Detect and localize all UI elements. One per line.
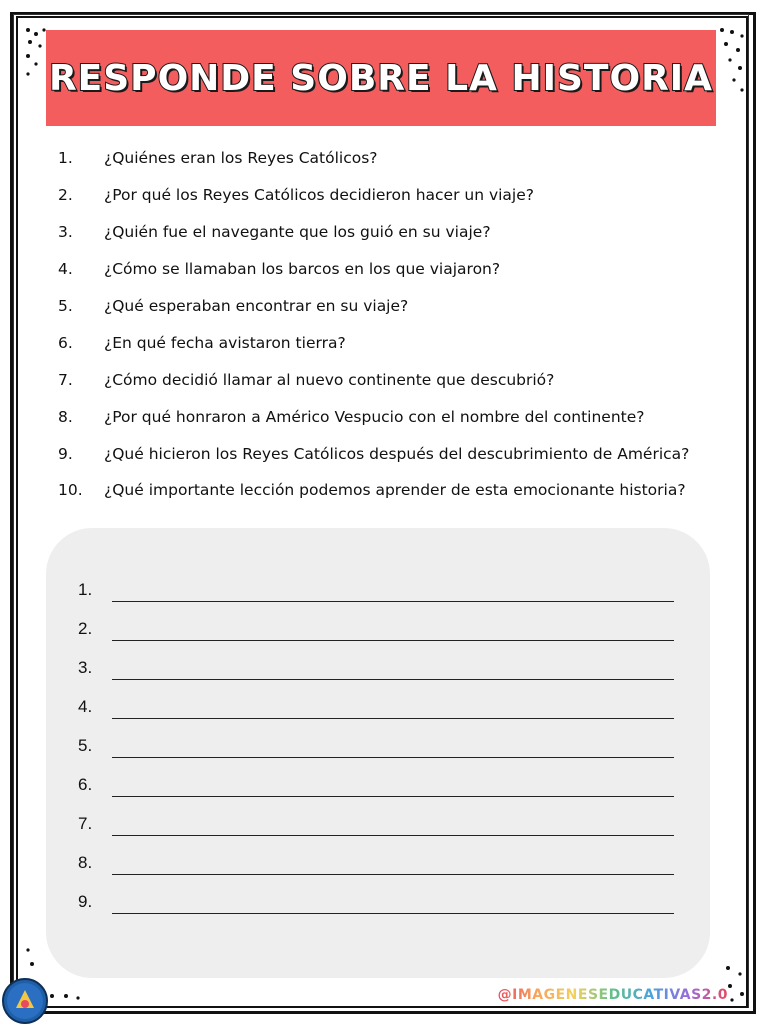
question-item xyxy=(58,361,718,398)
question-text: ¿Qué importante lección podemos aprender de esta emocionante historia? xyxy=(104,481,686,500)
question-text: ¿Qué esperaban encontrar en su viaje? xyxy=(104,297,409,315)
question-text: ¿Por qué honraron a Américo Vespucio con el nombre del continente? xyxy=(104,407,645,426)
brand-logo-icon xyxy=(2,978,48,1024)
answer-row xyxy=(78,886,678,925)
answer-line[interactable] xyxy=(112,757,674,758)
question-item xyxy=(58,435,718,472)
answer-row xyxy=(78,730,678,769)
answer-line[interactable] xyxy=(112,718,674,719)
question-text: ¿Quién fue el navegante que los guió en su viaje? xyxy=(104,223,491,242)
answer-line[interactable] xyxy=(112,913,674,914)
answer-line[interactable] xyxy=(112,874,674,875)
question-item xyxy=(58,251,718,288)
page-title: RESPONDE SOBRE LA HISTORIA xyxy=(48,57,714,99)
answer-row xyxy=(78,847,678,886)
question-text: ¿Cómo decidió llamar al nuevo continente que descubrió? xyxy=(104,370,555,389)
answer-number: 7. xyxy=(78,814,93,833)
question-text: ¿Cómo se llamaban los barcos en los que viajaron? xyxy=(104,260,501,279)
answer-number: 5. xyxy=(78,736,93,755)
answer-row xyxy=(78,652,678,691)
answer-number: 6. xyxy=(78,775,93,794)
question-item xyxy=(58,398,718,435)
question-item xyxy=(58,472,718,509)
answer-number: 9. xyxy=(78,892,93,911)
answer-row xyxy=(78,691,678,730)
answer-list xyxy=(78,574,678,925)
decorative-dots-top-right xyxy=(714,24,750,104)
answer-number: 3. xyxy=(78,658,93,677)
question-text: ¿En qué fecha avistaron tierra? xyxy=(104,333,346,352)
answer-number: 4. xyxy=(78,697,93,716)
question-item xyxy=(58,288,718,325)
question-number: 4. xyxy=(58,260,73,279)
question-item xyxy=(58,324,718,361)
answer-number: 2. xyxy=(78,619,93,638)
question-item xyxy=(58,177,718,214)
answer-row xyxy=(78,613,678,652)
answer-line[interactable] xyxy=(112,796,674,797)
answer-line[interactable] xyxy=(112,640,674,641)
question-item xyxy=(58,140,718,177)
question-number: 8. xyxy=(58,407,73,426)
question-number: 10. xyxy=(58,481,83,500)
question-text: ¿Quiénes eran los Reyes Católicos? xyxy=(104,149,378,168)
answer-number: 8. xyxy=(78,853,93,872)
question-list xyxy=(58,140,718,509)
answer-line[interactable] xyxy=(112,601,674,602)
question-number: 1. xyxy=(58,149,73,168)
question-number: 6. xyxy=(58,333,73,352)
question-number: 7. xyxy=(58,370,73,389)
answer-line[interactable] xyxy=(112,679,674,680)
answer-row xyxy=(78,808,678,847)
answer-row xyxy=(78,574,678,613)
question-number: 9. xyxy=(58,444,73,463)
answer-row xyxy=(78,769,678,808)
title-banner xyxy=(46,30,716,126)
question-text: ¿Por qué los Reyes Católicos decidieron hacer un viaje? xyxy=(104,186,534,205)
question-number: 3. xyxy=(58,223,73,242)
question-number: 5. xyxy=(58,297,73,315)
question-item xyxy=(58,214,718,251)
question-text: ¿Qué hicieron los Reyes Católicos después del descubrimiento de América? xyxy=(104,444,690,463)
answer-number: 1. xyxy=(78,580,93,599)
question-number: 2. xyxy=(58,186,73,205)
credit-watermark: @IMAGENESEDUCATIVAS2.0 xyxy=(497,987,728,1003)
answer-line[interactable] xyxy=(112,835,674,836)
